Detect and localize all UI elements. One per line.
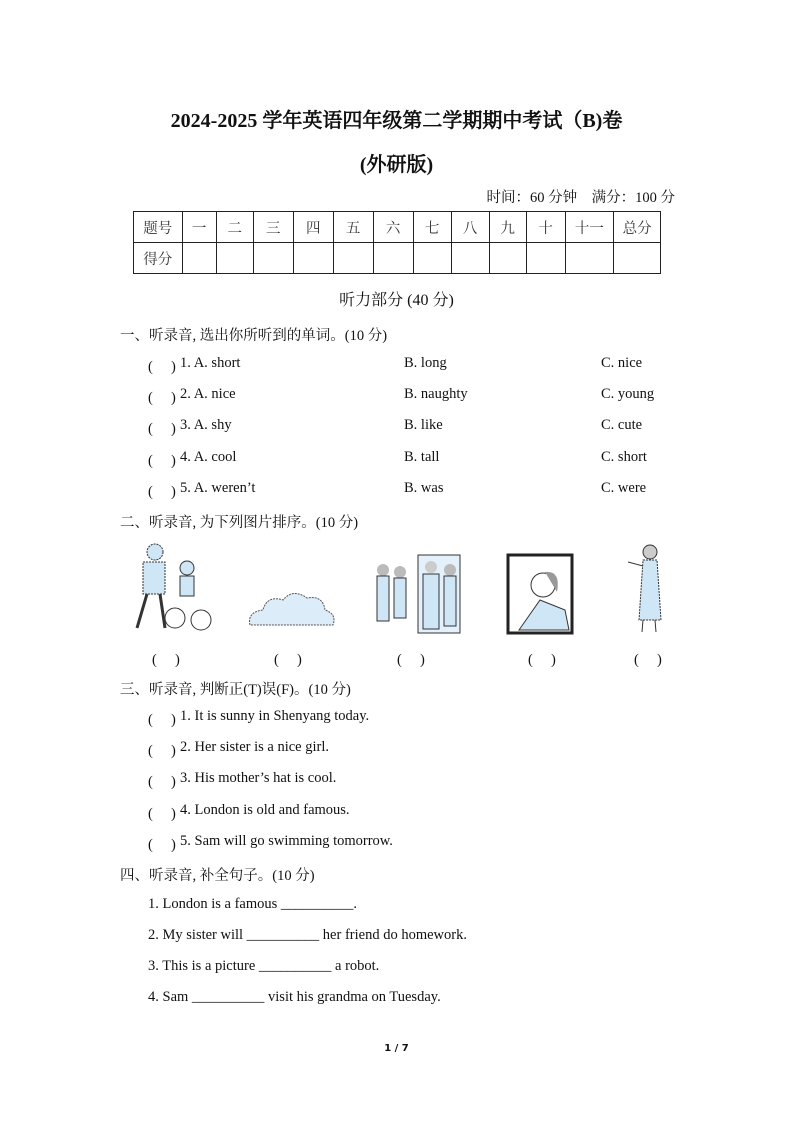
score-header-cell: 总分 (614, 212, 661, 243)
picture-order-blank[interactable]: ( ) (274, 652, 302, 668)
option-b: B. like (404, 417, 443, 434)
picture-girl-in-window (505, 540, 575, 635)
section-1-title: 一、听录音, 选出你所听到的单词。(10 分) (120, 328, 388, 344)
score-header-cell: 七 (413, 212, 451, 243)
option-a: 2. A. nice (180, 386, 236, 403)
option-c: C. were (601, 479, 647, 496)
score-table (133, 211, 661, 274)
fill-in-sentence: 4. Sam __________ visit his grandma on Tuesday. (148, 989, 441, 1005)
score-header-cell: 九 (489, 212, 526, 243)
score-header-cell: 三 (253, 212, 293, 243)
section-2-title: 二、听录音, 为下列图片排序。(10 分) (120, 515, 359, 531)
exam-title: 2024-2025 学年英语四年级第二学期期中考试（B)卷 (170, 110, 623, 132)
score-header-cell: 一 (182, 212, 216, 243)
section-3-title: 三、听录音, 判断正(T)误(F)。(10 分) (120, 682, 351, 698)
score-header-cell: 八 (451, 212, 489, 243)
answer-paren[interactable]: ( ) (148, 390, 176, 407)
page-number: 1 / 7 (384, 1043, 409, 1054)
option-a: 5. A. weren’t (180, 479, 256, 496)
score-cell[interactable] (614, 243, 661, 274)
option-a: 1. A. short (180, 355, 241, 371)
option-c: C. cute (601, 417, 643, 434)
statement: 1. It is sunny in Shenyang today. (180, 708, 370, 724)
fill-in-sentence: 3. This is a picture __________ a robot. (148, 958, 380, 974)
exam-subtitle: (外研版) (359, 154, 434, 176)
picture-cloud (245, 540, 337, 635)
option-a: 3. A. shy (180, 417, 232, 434)
statement: 2. Her sister is a nice girl. (180, 739, 329, 756)
picture-woman-standing (623, 540, 668, 635)
answer-paren[interactable]: ( ) (148, 836, 176, 853)
exam-meta: 时间：60 分钟 满分：100 分 (486, 190, 675, 206)
score-cell[interactable] (216, 243, 253, 274)
statement: 3. His mother’s hat is cool. (180, 770, 337, 787)
score-header-cell: 十一 (565, 212, 614, 243)
section-4-title: 四、听录音, 补全句子。(10 分) (120, 868, 315, 884)
score-header-cell: 题号 (134, 212, 183, 243)
score-cell[interactable] (253, 243, 293, 274)
answer-paren[interactable]: ( ) (148, 421, 176, 438)
score-cell[interactable] (489, 243, 526, 274)
score-cell[interactable] (565, 243, 614, 274)
fill-in-sentence: 2. My sister will __________ her friend do homework. (148, 927, 467, 943)
picture-order-blank[interactable]: ( ) (397, 652, 425, 668)
answer-paren[interactable]: ( ) (148, 743, 176, 760)
picture-family (373, 540, 463, 635)
score-cell[interactable] (373, 243, 413, 274)
score-cell[interactable] (293, 243, 333, 274)
statement: 4. London is old and famous. (180, 801, 350, 818)
answer-paren[interactable]: ( ) (148, 712, 176, 728)
answer-paren[interactable]: ( ) (148, 805, 176, 822)
option-c: C. young (601, 386, 655, 403)
answer-paren[interactable]: ( ) (148, 452, 176, 469)
score-cell[interactable] (182, 243, 216, 274)
picture-father-boy-bike (125, 540, 215, 635)
score-header-cell: 四 (293, 212, 333, 243)
option-a: 4. A. cool (180, 448, 237, 465)
picture-order-blank[interactable]: ( ) (634, 652, 662, 668)
fill-in-sentence: 1. London is a famous __________. (148, 896, 358, 912)
option-b: B. was (404, 479, 444, 496)
picture-order-blank[interactable]: ( ) (152, 652, 180, 668)
answer-paren[interactable]: ( ) (148, 774, 176, 791)
listening-title: 听力部分 (40 分) (339, 292, 454, 309)
option-b: B. long (404, 355, 447, 371)
option-b: B. naughty (404, 386, 468, 403)
score-row-label: 得分 (134, 243, 183, 274)
option-c: C. nice (601, 355, 643, 371)
option-b: B. tall (404, 448, 440, 465)
score-header-cell: 十 (526, 212, 565, 243)
score-cell[interactable] (413, 243, 451, 274)
answer-paren[interactable]: ( ) (148, 483, 176, 500)
score-cell[interactable] (451, 243, 489, 274)
score-header-cell: 五 (333, 212, 373, 243)
picture-order-blank[interactable]: ( ) (528, 652, 556, 668)
score-cell[interactable] (526, 243, 565, 274)
score-cell[interactable] (333, 243, 373, 274)
score-header-cell: 二 (216, 212, 253, 243)
option-c: C. short (601, 448, 647, 465)
score-header-cell: 六 (373, 212, 413, 243)
answer-paren[interactable]: ( ) (148, 359, 176, 375)
statement: 5. Sam will go swimming tomorrow. (180, 832, 393, 849)
